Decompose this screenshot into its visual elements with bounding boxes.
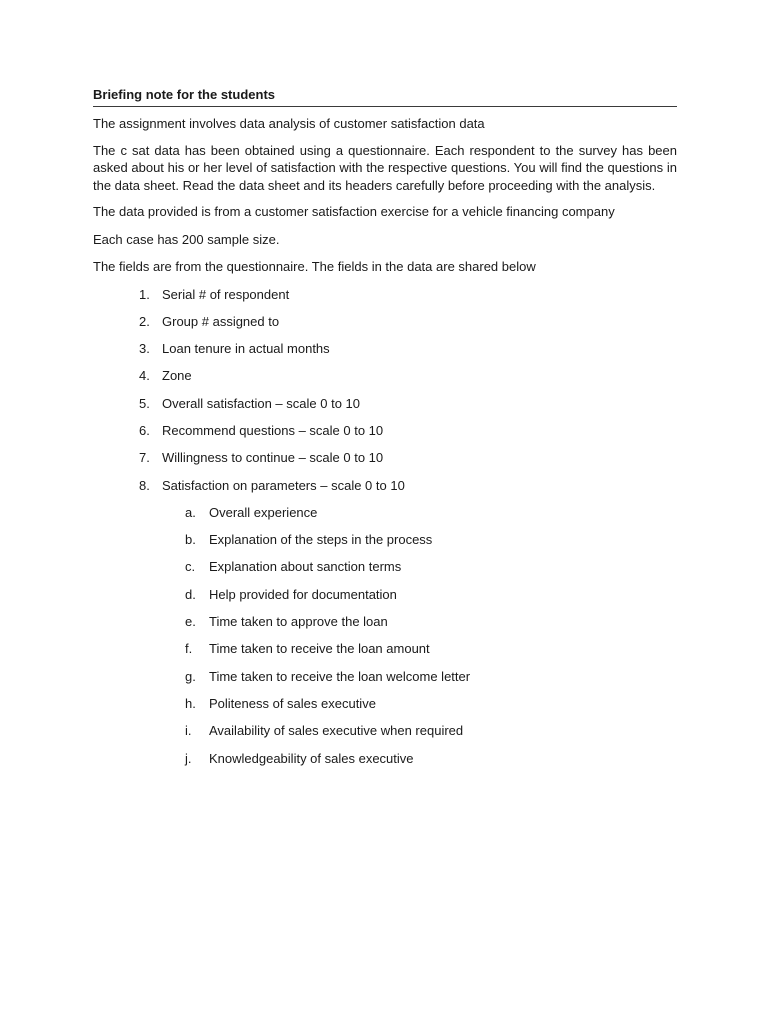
sublist-item	[93, 531, 677, 549]
list-item	[93, 340, 677, 358]
list-item	[93, 449, 677, 467]
method-paragraph: The c sat data has been obtained using a questionnaire. Each respondent to the survey has been asked about his or her level of satisfaction with the respective questions. You will find the questions in the data sheet. Read the data sheet and its headers carefully before proceeding with the analysis.	[93, 142, 677, 193]
list-item	[93, 395, 677, 413]
sublist-marker: e.	[185, 614, 196, 630]
sublist-item	[93, 613, 677, 631]
list-item	[93, 286, 677, 304]
sublist-item-label: Knowledgeability of sales executive	[209, 750, 414, 766]
list-marker: 7.	[139, 450, 150, 466]
sublist-item	[93, 504, 677, 522]
sublist-marker: h.	[185, 695, 196, 711]
sublist-marker: g.	[185, 668, 196, 684]
sublist-marker: i.	[185, 723, 192, 739]
intro-paragraph: The assignment involves data analysis of customer satisfaction data	[93, 116, 485, 131]
list-item	[93, 313, 677, 331]
sublist-item-label: Explanation about sanction terms	[209, 559, 402, 575]
list-item-label: Willingness to continue – scale 0 to 10	[162, 450, 384, 466]
list-item-label: Satisfaction on parameters – scale 0 to 10	[162, 477, 405, 493]
source-paragraph: The data provided is from a customer satisfaction exercise for a vehicle financing company	[93, 204, 615, 219]
list-item-label: Serial # of respondent	[162, 286, 290, 302]
list-item-label: Loan tenure in actual months	[162, 341, 330, 357]
sublist-item-label: Explanation of the steps in the process	[209, 532, 433, 548]
list-marker: 2.	[139, 313, 150, 329]
parameters-sublist	[93, 504, 677, 767]
sublist-item-label: Overall experience	[209, 504, 318, 520]
sublist-item-label: Availability of sales executive when required	[209, 723, 464, 739]
sublist-item-label: Time taken to approve the loan	[209, 614, 388, 630]
sublist-item	[93, 695, 677, 713]
list-marker: 6.	[139, 422, 150, 438]
list-marker: 5.	[139, 395, 150, 411]
list-marker: 1.	[139, 286, 150, 302]
sublist-marker: b.	[185, 532, 196, 548]
document-page	[93, 86, 677, 767]
sublist-marker: f.	[185, 641, 193, 657]
sublist-item-label: Politeness of sales executive	[209, 695, 376, 711]
sublist-marker: c.	[185, 559, 196, 575]
fields-intro-paragraph: The fields are from the questionnaire. The fields in the data are shared below	[93, 259, 536, 274]
sublist-item-label: Help provided for documentation	[209, 586, 397, 602]
sublist-item	[93, 668, 677, 686]
document-heading: Briefing note for the students	[93, 86, 677, 107]
sublist-item	[93, 558, 677, 576]
sample-size-paragraph: Each case has 200 sample size.	[93, 231, 280, 247]
list-marker: 4.	[139, 368, 150, 384]
sublist-item-label: Time taken to receive the loan welcome letter	[209, 668, 471, 684]
list-item	[93, 422, 677, 440]
list-marker: 3.	[139, 341, 150, 357]
list-item	[93, 477, 677, 495]
list-item	[93, 367, 677, 385]
sublist-marker: j.	[185, 750, 192, 766]
fields-list	[93, 286, 677, 495]
list-item-label: Zone	[162, 368, 192, 384]
sublist-item	[93, 640, 677, 658]
sublist-marker: a.	[185, 504, 196, 520]
list-item-label: Recommend questions – scale 0 to 10	[162, 422, 384, 438]
sublist-item	[93, 750, 677, 768]
sublist-item-label: Time taken to receive the loan amount	[209, 641, 430, 657]
list-item-label: Overall satisfaction – scale 0 to 10	[162, 395, 360, 411]
list-marker: 8.	[139, 477, 150, 493]
sublist-marker: d.	[185, 586, 196, 602]
sublist-item	[93, 586, 677, 604]
sublist-item	[93, 722, 677, 740]
list-item-label: Group # assigned to	[162, 313, 280, 329]
